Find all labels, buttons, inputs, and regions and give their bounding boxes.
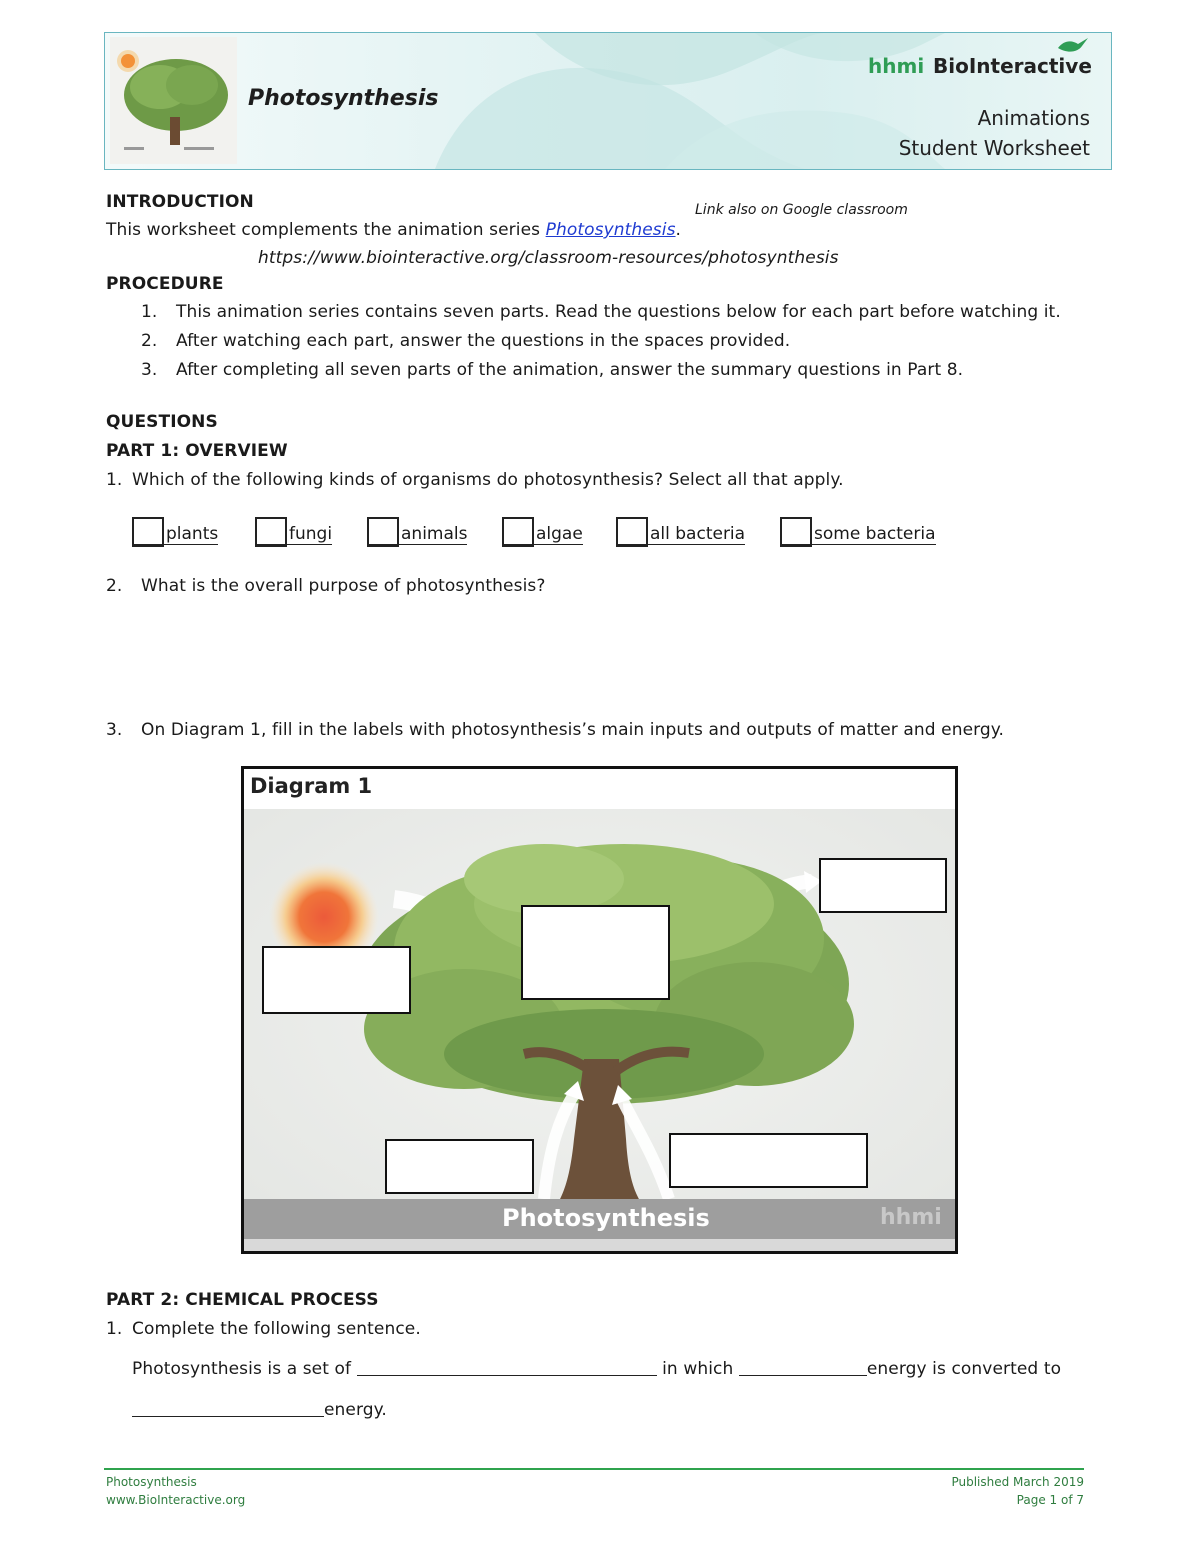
diagram-watermark: hhmi <box>880 1205 942 1230</box>
procedure-num-2: 2. <box>141 331 158 351</box>
part2-sentence-line2 <box>132 1398 387 1420</box>
option-label: some bacteria <box>814 524 936 544</box>
footer-page-number: Page 1 of 7 <box>1016 1493 1084 1507</box>
procedure-item-3: After completing all seven parts of the animation, answer the summary questions in Part 8. <box>176 360 964 380</box>
header-category: Animations <box>977 106 1090 130</box>
hummingbird-logo-icon <box>1056 36 1090 56</box>
option-label: plants <box>166 524 219 544</box>
option-label: fungi <box>289 524 333 544</box>
introduction-heading: INTRODUCTION <box>106 192 254 212</box>
intro-text-after: . <box>675 220 682 240</box>
option-plants[interactable] <box>132 517 218 547</box>
procedure-item-2: After watching each part, answer the questions in the spaces provided. <box>176 331 791 351</box>
header-doc-type: Student Worksheet <box>898 136 1090 160</box>
part1-q2-text: What is the overall purpose of photosynthesis? <box>141 576 546 596</box>
procedure-item-1: This animation series contains seven parts. Read the questions below for each part before watching it. <box>176 302 1061 322</box>
procedure-num-3: 3. <box>141 360 158 380</box>
animals-checkbox[interactable] <box>367 517 399 547</box>
questions-heading: QUESTIONS <box>106 412 218 432</box>
option-label: algae <box>536 524 583 544</box>
label-box-output[interactable] <box>819 858 947 913</box>
option-label: all bacteria <box>650 524 746 544</box>
procedure-heading: PROCEDURE <box>106 274 224 294</box>
part2-q1-text: Complete the following sentence. <box>132 1319 421 1339</box>
footer-published: Published March 2019 <box>951 1475 1084 1489</box>
part1-q1-num: 1. <box>106 470 123 490</box>
footer-title: Photosynthesis <box>106 1475 197 1489</box>
fungi-checkbox[interactable] <box>255 517 287 547</box>
footer-url[interactable]: www.BioInteractive.org <box>106 1493 246 1507</box>
header-title: Photosynthesis <box>248 86 439 111</box>
option-animals[interactable] <box>367 517 467 547</box>
part1-q2-num: 2. <box>106 576 123 596</box>
header-thumbnail <box>110 37 237 164</box>
tree-thumbnail-icon <box>110 37 237 164</box>
part2-heading: PART 2: CHEMICAL PROCESS <box>106 1290 379 1310</box>
part1-heading: PART 1: OVERVIEW <box>106 441 288 461</box>
label-box-input-left[interactable] <box>385 1139 534 1194</box>
option-fungi[interactable] <box>255 517 332 547</box>
label-box-light-energy[interactable] <box>262 946 411 1014</box>
diagram-banner-text: Photosynthesis <box>502 1204 710 1232</box>
sentence-part-d: energy. <box>324 1400 387 1420</box>
blank-energy-from[interactable] <box>739 1357 867 1376</box>
sentence-part-c: energy is converted to <box>866 1359 1062 1379</box>
algae-checkbox[interactable] <box>502 517 534 547</box>
footer-divider <box>104 1468 1084 1470</box>
option-label: animals <box>401 524 468 544</box>
plants-checkbox[interactable] <box>132 517 164 547</box>
part1-q3-num: 3. <box>106 720 123 740</box>
part2-sentence-line1 <box>132 1357 1061 1379</box>
all-bacteria-checkbox[interactable] <box>616 517 648 547</box>
some-bacteria-checkbox[interactable] <box>780 517 812 547</box>
label-box-center[interactable] <box>521 905 670 1000</box>
part1-q1-text: Which of the following kinds of organisms do photosynthesis? Select all that apply. <box>132 470 844 490</box>
sentence-part-b: in which <box>656 1359 739 1379</box>
brand-biointeractive: BioInteractive <box>933 54 1092 78</box>
option-algae[interactable] <box>502 517 583 547</box>
label-box-input-right[interactable] <box>669 1133 868 1188</box>
procedure-num-1: 1. <box>141 302 158 322</box>
blank-energy-to[interactable] <box>132 1398 324 1417</box>
part1-q3-text: On Diagram 1, fill in the labels with photosynthesis’s main inputs and outputs of matter and energy. <box>141 720 1005 740</box>
diagram-1 <box>241 766 958 1254</box>
introduction-text <box>106 220 681 240</box>
option-some-bacteria[interactable] <box>780 517 936 547</box>
intro-text-before: This worksheet complements the animation series <box>106 220 546 240</box>
brand-hhmi: hhmi <box>868 54 925 78</box>
sentence-part-a: Photosynthesis is a set of <box>132 1359 357 1379</box>
part2-q1-num: 1. <box>106 1319 123 1339</box>
photosynthesis-link[interactable]: Photosynthesis <box>545 220 676 240</box>
diagram-title: Diagram 1 <box>250 774 373 798</box>
blank-process[interactable] <box>357 1357 657 1376</box>
google-classroom-note: Link also on Google classroom <box>695 202 908 218</box>
option-all-bacteria[interactable] <box>616 517 745 547</box>
resource-url[interactable]: https://www.biointeractive.org/classroom-resources/photosynthesis <box>258 248 839 268</box>
